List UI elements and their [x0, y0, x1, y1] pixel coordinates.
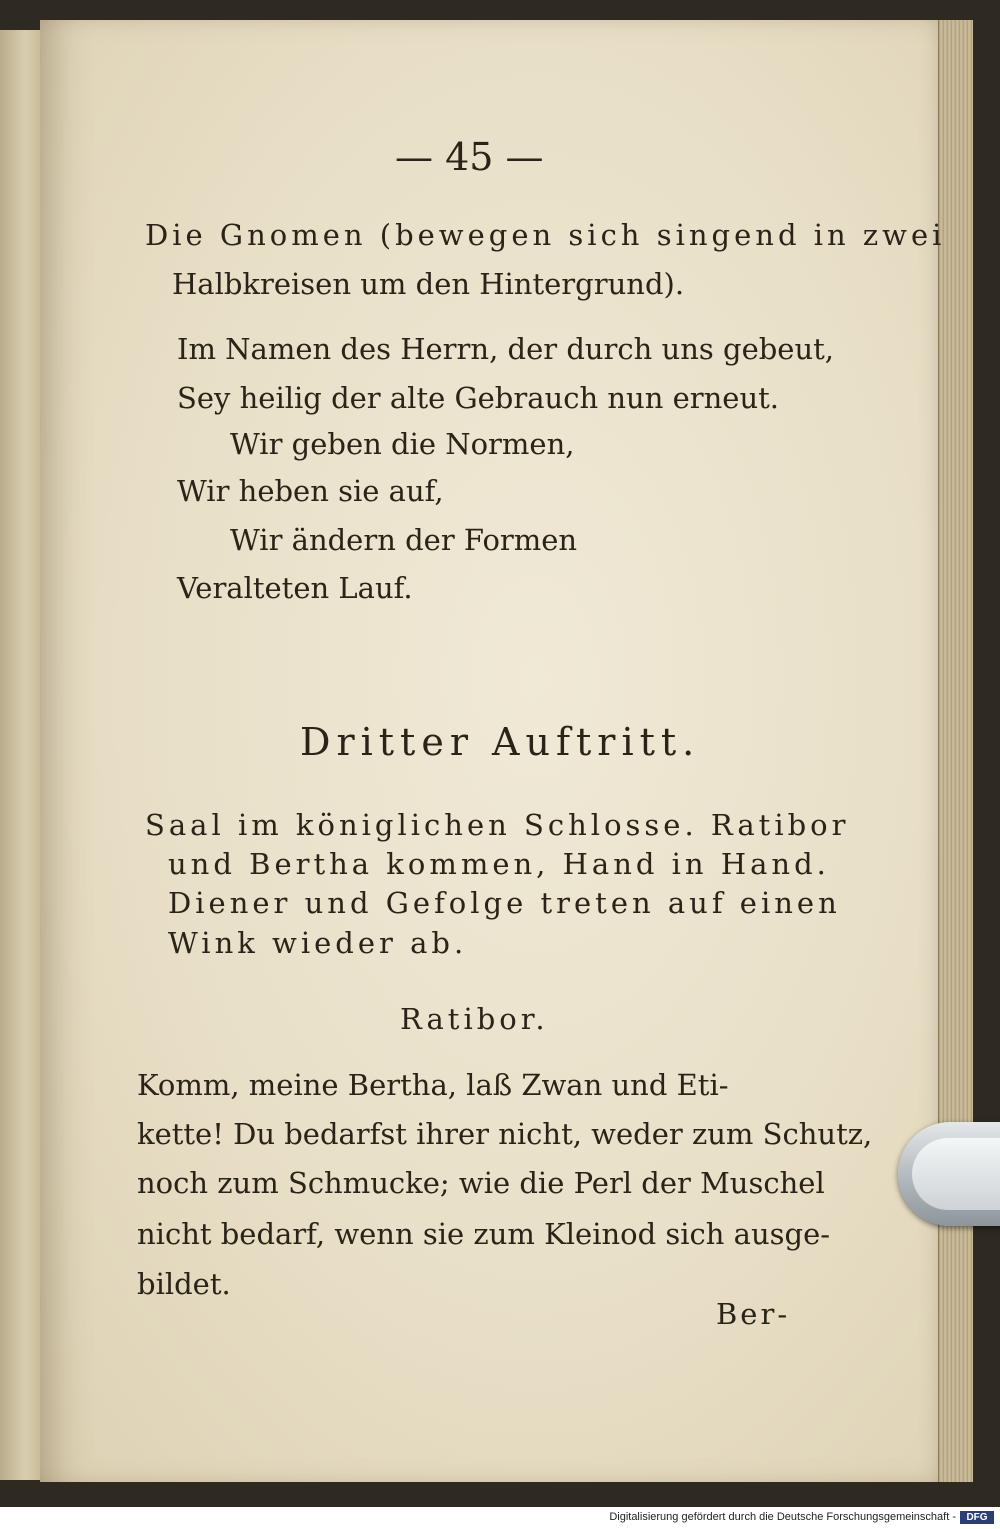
verse-line: Im Namen des Herrn, der durch uns gebeut,	[177, 332, 835, 366]
speech-line: kette! Du bedarfst ihrer nicht, weder zum Schutz,	[137, 1117, 873, 1151]
verse-line: Wir heben sie auf,	[177, 474, 444, 508]
stage-direction-line: Diener und Gefolge treten auf einen	[168, 886, 841, 920]
page-number: — 45 —	[395, 135, 544, 179]
stage-direction-line: Halbkreisen um den Hintergrund).	[172, 267, 685, 301]
speech-line: Komm, meine Bertha, laß Zwan und Eti-	[137, 1068, 729, 1102]
verse-line: Wir ändern der Formen	[230, 523, 578, 557]
catchword: Ber-	[716, 1297, 791, 1331]
scene-heading: Dritter Auftritt.	[300, 720, 701, 764]
speech-line: nicht bedarf, wenn sie zum Kleinod sich ausge-	[137, 1217, 831, 1251]
speech-line: noch zum Schmucke; wie die Perl der Muschel	[137, 1166, 825, 1200]
verse-line: Wir geben die Normen,	[230, 427, 575, 461]
speech-line: bildet.	[137, 1267, 231, 1301]
stage-direction-line: und Bertha kommen, Hand in Hand.	[168, 847, 830, 881]
verse-line: Sey heilig der alte Gebrauch nun erneut.	[177, 381, 780, 415]
dfg-logo: DFG	[960, 1511, 994, 1524]
stage-direction-line: Wink wieder ab.	[168, 926, 468, 960]
footer-credit: Digitalisierung gefördert durch die Deutsche Forschungsgemeinschaft -	[609, 1511, 956, 1523]
stage-direction-line: Die Gnomen (bewegen sich singend in zwei	[145, 218, 946, 252]
page-clip	[898, 1122, 1000, 1226]
facing-page-edge	[0, 30, 44, 1480]
stage-direction-line: Saal im königlichen Schlosse. Ratibor	[145, 808, 850, 842]
verse-line: Veralteten Lauf.	[177, 571, 413, 605]
speaker-name: Ratibor.	[400, 1002, 549, 1036]
